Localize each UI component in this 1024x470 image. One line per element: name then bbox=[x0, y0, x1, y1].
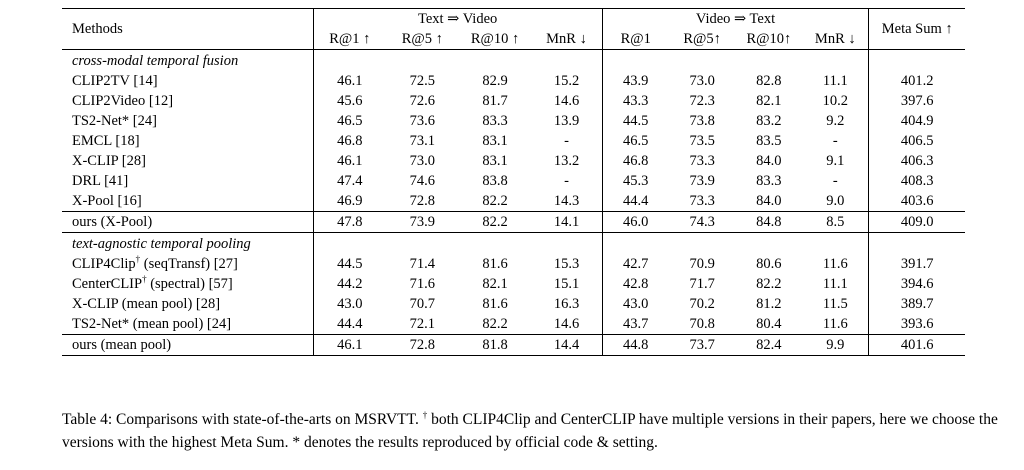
metric-value: - bbox=[802, 131, 869, 151]
metric-value: 44.8 bbox=[623, 337, 649, 353]
method-name bbox=[62, 212, 313, 233]
metric-value: 70.2 bbox=[689, 296, 715, 312]
table-row bbox=[62, 151, 965, 171]
method-label: EMCL [18] bbox=[72, 133, 140, 149]
metric-value: 82.2 bbox=[756, 276, 782, 292]
metric-value: 73.9 bbox=[409, 214, 435, 230]
metric-value: 44.5 bbox=[337, 256, 363, 272]
metric-value: 45.6 bbox=[337, 93, 363, 109]
method-dagger: † bbox=[142, 274, 147, 285]
method-name bbox=[62, 314, 313, 335]
metric-value: 83.2 bbox=[756, 113, 782, 129]
metric-value: 11.5 bbox=[802, 294, 869, 314]
metric-value: 81.7 bbox=[482, 93, 508, 109]
method-label: CLIP2Video [12] bbox=[72, 93, 174, 109]
metric-value: 9.9 bbox=[802, 335, 869, 356]
metric-value: 46.0 bbox=[623, 214, 649, 230]
caption-dagger: † bbox=[422, 409, 428, 420]
header-v2t-group: Video ⇒ Text bbox=[602, 9, 869, 30]
section-blank-cell bbox=[531, 50, 602, 72]
metric-value: 72.1 bbox=[409, 316, 435, 332]
metric-value: 10.2 bbox=[802, 91, 869, 111]
method-label: CLIP2TV [14] bbox=[72, 73, 158, 89]
metric-value: - bbox=[531, 131, 602, 151]
metric-value: 9.2 bbox=[802, 111, 869, 131]
table-row bbox=[62, 274, 965, 294]
section-blank-cell bbox=[531, 233, 602, 255]
header-t2v-r1: R@1 ↑ bbox=[329, 31, 371, 47]
table-row bbox=[62, 294, 965, 314]
header-methods: Methods bbox=[62, 9, 313, 50]
method-suffix: (seqTransf) [27] bbox=[140, 256, 238, 272]
metric-value: 14.1 bbox=[531, 212, 602, 233]
metric-value: 73.5 bbox=[689, 133, 715, 149]
section-blank-cell bbox=[869, 50, 965, 72]
metric-value: 82.9 bbox=[482, 73, 508, 89]
metric-value: 15.3 bbox=[531, 254, 602, 274]
metric-value: 83.1 bbox=[482, 153, 508, 169]
section-blank-cell bbox=[313, 233, 386, 255]
section-blank-cell bbox=[602, 50, 669, 72]
metric-value: 73.7 bbox=[689, 337, 715, 353]
table-caption bbox=[62, 408, 1022, 454]
metric-value: 46.5 bbox=[623, 133, 649, 149]
metric-value: 9.0 bbox=[802, 191, 869, 212]
table-row bbox=[62, 171, 965, 191]
method-label: X-CLIP [28] bbox=[72, 153, 146, 169]
metric-value: 73.3 bbox=[689, 153, 715, 169]
header-t2v-r5: R@5 ↑ bbox=[401, 31, 443, 47]
section-blank-cell bbox=[802, 233, 869, 255]
method-name bbox=[62, 111, 313, 131]
section-header-row bbox=[62, 233, 965, 255]
metric-value: 73.3 bbox=[689, 193, 715, 209]
section-blank-cell bbox=[602, 233, 669, 255]
section-blank-cell bbox=[459, 50, 532, 72]
section-blank-cell bbox=[869, 233, 965, 255]
section-blank-cell bbox=[736, 50, 803, 72]
method-name bbox=[62, 171, 313, 191]
metric-value: 404.9 bbox=[900, 113, 934, 129]
metric-value: 72.6 bbox=[409, 93, 435, 109]
metric-value: 44.2 bbox=[337, 276, 363, 292]
metric-value: 14.3 bbox=[531, 191, 602, 212]
metric-value: 46.8 bbox=[623, 153, 649, 169]
method-name bbox=[62, 91, 313, 111]
method-dagger: † bbox=[135, 254, 141, 265]
metric-value: 16.3 bbox=[531, 294, 602, 314]
method-label: TS2-Net* (mean pool) [24] bbox=[72, 316, 232, 332]
metric-value: 401.6 bbox=[900, 337, 934, 353]
metric-value: 11.1 bbox=[802, 71, 869, 91]
metric-value: 83.8 bbox=[482, 173, 508, 189]
method-name bbox=[62, 151, 313, 171]
metric-value: 72.3 bbox=[689, 93, 715, 109]
metric-value: 70.8 bbox=[689, 316, 715, 332]
metric-value: 73.9 bbox=[689, 173, 715, 189]
results-table bbox=[62, 8, 965, 356]
table-row bbox=[62, 335, 965, 356]
table-body bbox=[62, 50, 965, 356]
table-row bbox=[62, 212, 965, 233]
metric-value: 47.8 bbox=[337, 214, 363, 230]
metric-value: 408.3 bbox=[900, 173, 934, 189]
method-name bbox=[62, 131, 313, 151]
header-v2t-r5: R@5↑ bbox=[683, 31, 721, 47]
metric-value: 44.4 bbox=[337, 316, 363, 332]
metric-value: 73.1 bbox=[409, 133, 435, 149]
metric-value: 43.0 bbox=[623, 296, 649, 312]
metric-value: 81.6 bbox=[482, 256, 508, 272]
section-title: text-agnostic temporal pooling bbox=[62, 233, 313, 255]
metric-value: 70.7 bbox=[409, 296, 435, 312]
metric-value: 14.6 bbox=[531, 314, 602, 335]
metric-value: 43.7 bbox=[623, 316, 649, 332]
metric-value: 81.2 bbox=[756, 296, 782, 312]
header-t2v-r10: R@10 ↑ bbox=[470, 31, 520, 47]
method-suffix: (spectral) [57] bbox=[146, 276, 233, 292]
method-label: DRL [41] bbox=[72, 173, 129, 189]
table-row bbox=[62, 254, 965, 274]
metric-value: - bbox=[531, 171, 602, 191]
metric-value: 82.1 bbox=[756, 93, 782, 109]
metric-value: 389.7 bbox=[900, 296, 934, 312]
metric-value: 406.3 bbox=[900, 153, 934, 169]
metric-value: 11.6 bbox=[802, 254, 869, 274]
metric-value: 406.5 bbox=[900, 133, 934, 149]
metric-value: 74.3 bbox=[689, 214, 715, 230]
header-meta-sum: Meta Sum ↑ bbox=[869, 9, 965, 50]
metric-value: 42.8 bbox=[623, 276, 649, 292]
table-row bbox=[62, 91, 965, 111]
section-header-row bbox=[62, 50, 965, 72]
metric-value: 401.2 bbox=[900, 73, 934, 89]
metric-value: 393.6 bbox=[900, 316, 934, 332]
metric-value: 73.6 bbox=[409, 113, 435, 129]
metric-value: 70.9 bbox=[689, 256, 715, 272]
metric-value: 82.8 bbox=[756, 73, 782, 89]
table-row bbox=[62, 131, 965, 151]
table-row bbox=[62, 71, 965, 91]
metric-value: 11.1 bbox=[802, 274, 869, 294]
metric-value: 44.4 bbox=[623, 193, 649, 209]
section-blank-cell bbox=[386, 233, 459, 255]
metric-value: 46.1 bbox=[337, 73, 363, 89]
table-row bbox=[62, 191, 965, 212]
section-blank-cell bbox=[313, 50, 386, 72]
metric-value: 403.6 bbox=[900, 193, 934, 209]
metric-value: 83.3 bbox=[482, 113, 508, 129]
metric-value: 45.3 bbox=[623, 173, 649, 189]
metric-value: 71.7 bbox=[689, 276, 715, 292]
header-v2t-r10: R@10↑ bbox=[746, 31, 792, 47]
metric-value: 394.6 bbox=[900, 276, 934, 292]
metric-value: 46.5 bbox=[337, 113, 363, 129]
metric-value: 397.6 bbox=[900, 93, 934, 109]
section-blank-cell bbox=[669, 50, 736, 72]
metric-value: 81.6 bbox=[482, 296, 508, 312]
metric-value: 46.9 bbox=[337, 193, 363, 209]
method-label: ours (X-Pool) bbox=[72, 214, 153, 230]
header-v2t-r1: R@1 bbox=[620, 31, 651, 47]
metric-value: 82.2 bbox=[482, 214, 508, 230]
method-name bbox=[62, 335, 313, 356]
section-title: cross-modal temporal fusion bbox=[62, 50, 313, 72]
metric-value: 71.6 bbox=[409, 276, 435, 292]
metric-value: 43.0 bbox=[337, 296, 363, 312]
metric-value: 14.4 bbox=[531, 335, 602, 356]
metric-value: 74.6 bbox=[409, 173, 435, 189]
header-v2t-mnr: MnR ↓ bbox=[802, 29, 869, 50]
section-blank-cell bbox=[736, 233, 803, 255]
metric-value: - bbox=[802, 171, 869, 191]
metric-value: 72.8 bbox=[409, 193, 435, 209]
metric-value: 46.1 bbox=[337, 153, 363, 169]
metric-value: 83.1 bbox=[482, 133, 508, 149]
metric-value: 73.8 bbox=[689, 113, 715, 129]
metric-value: 409.0 bbox=[900, 214, 934, 230]
header-t2v-mnr: MnR ↓ bbox=[531, 29, 602, 50]
metric-value: 14.6 bbox=[531, 91, 602, 111]
metric-value: 47.4 bbox=[337, 173, 363, 189]
table-row bbox=[62, 314, 965, 335]
metric-value: 82.2 bbox=[482, 316, 508, 332]
method-name bbox=[62, 71, 313, 91]
metric-value: 83.3 bbox=[756, 173, 782, 189]
metric-value: 44.5 bbox=[623, 113, 649, 129]
caption-part2: both CLIP4Clip and CenterCLIP have multiple versions in their papers, here we choose the versions with the highest Meta Sum. * denotes the results reproduced by official code & setting. bbox=[62, 411, 998, 451]
method-name bbox=[62, 274, 313, 294]
metric-value: 42.7 bbox=[623, 256, 649, 272]
method-label: CLIP4Clip bbox=[72, 256, 136, 272]
metric-value: 8.5 bbox=[802, 212, 869, 233]
metric-value: 84.0 bbox=[756, 153, 782, 169]
metric-value: 15.2 bbox=[531, 71, 602, 91]
method-label: ours (mean pool) bbox=[72, 337, 172, 353]
metric-value: 82.1 bbox=[482, 276, 508, 292]
section-blank-cell bbox=[669, 233, 736, 255]
method-label: X-CLIP (mean pool) [28] bbox=[72, 296, 221, 312]
method-name bbox=[62, 294, 313, 314]
metric-value: 84.0 bbox=[756, 193, 782, 209]
caption-part1: Table 4: Comparisons with state-of-the-arts on MSRVTT. bbox=[62, 411, 423, 428]
section-blank-cell bbox=[802, 50, 869, 72]
table-row bbox=[62, 111, 965, 131]
metric-value: 9.1 bbox=[802, 151, 869, 171]
metric-value: 73.0 bbox=[689, 73, 715, 89]
metric-value: 43.3 bbox=[623, 93, 649, 109]
metric-value: 71.4 bbox=[409, 256, 435, 272]
section-blank-cell bbox=[386, 50, 459, 72]
method-name bbox=[62, 191, 313, 212]
method-label: X-Pool [16] bbox=[72, 193, 142, 209]
metric-value: 72.8 bbox=[409, 337, 435, 353]
method-label: TS2-Net* [24] bbox=[72, 113, 157, 129]
metric-value: 43.9 bbox=[623, 73, 649, 89]
metric-value: 83.5 bbox=[756, 133, 782, 149]
metric-value: 82.4 bbox=[756, 337, 782, 353]
metric-value: 84.8 bbox=[756, 214, 782, 230]
metric-value: 80.4 bbox=[756, 316, 782, 332]
method-label: CenterCLIP bbox=[72, 276, 143, 292]
metric-value: 391.7 bbox=[900, 256, 934, 272]
metric-value: 11.6 bbox=[802, 314, 869, 335]
method-name bbox=[62, 254, 313, 274]
metric-value: 72.5 bbox=[409, 73, 435, 89]
metric-value: 13.2 bbox=[531, 151, 602, 171]
metric-value: 81.8 bbox=[482, 337, 508, 353]
metric-value: 82.2 bbox=[482, 193, 508, 209]
metric-value: 73.0 bbox=[409, 153, 435, 169]
section-blank-cell bbox=[459, 233, 532, 255]
header-t2v-group: Text ⇒ Video bbox=[313, 9, 602, 30]
metric-value: 46.1 bbox=[337, 337, 363, 353]
metric-value: 80.6 bbox=[756, 256, 782, 272]
metric-value: 46.8 bbox=[337, 133, 363, 149]
metric-value: 15.1 bbox=[531, 274, 602, 294]
metric-value: 13.9 bbox=[531, 111, 602, 131]
